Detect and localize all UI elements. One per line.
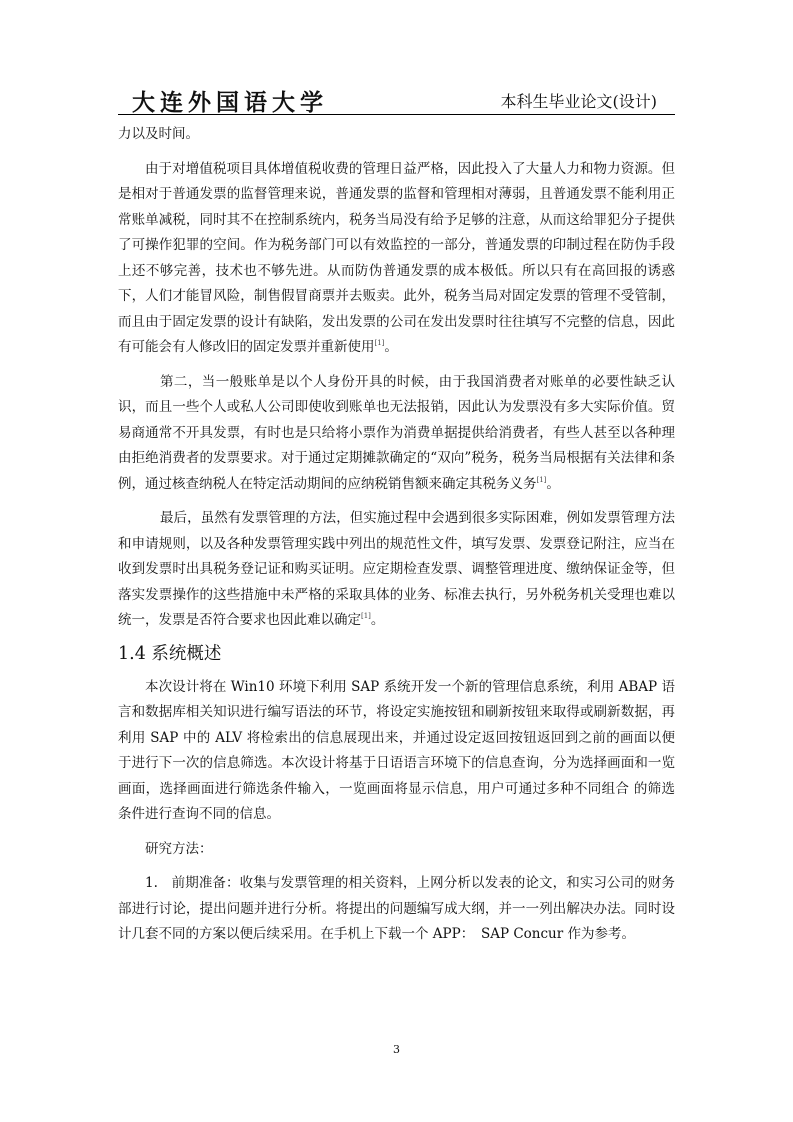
paragraph-text: 最后，虽然有发票管理的方法，但实施过程中会遇到很多实际困难，例如发票管理方法和申请规则，以及各种发票管理实践中列出的规范性文件，填写发票、发票登记附注，应当在收到发票时出具税务登记证和购买证明。应定期检查发票、调整管理进度、缴纳保证金等，但落实发票操作的这些措施中未严格的采取具体的业务、标准去执行，另外税务机关受理也难以统一，发票是否符合要求也因此难以确定 (118, 510, 675, 628)
document-type: 本科生毕业论文(设计) (500, 92, 657, 111)
paragraph-text: 由于对增值税项目具体增值税收费的管理日益严格，因此投入了大量人力和物力资源。但是相对于普通发票的监督管理来说，普通发票的监督和管理相对薄弱，且普通发票不能利用正常账单减税，同时其不在控制系统内，税务当局没有给予足够的注意，从而这给罪犯分子提供了可操作犯罪的空间。作为税务部门可以有效监控的一部分，普通发票的印制过程在防伪手段上还不够完善，技术也不够先进。从而防伪普通发票的成本极低。所以只有在高回报的诱惑下，人们才能冒风险，制售假冒商票并去贩卖。此外，税务当局对固定发票的管理不受管制，而且由于固定发票的设计有缺陷，发出发票的公司在发出发票时往往填写不完整的信息，因此有可能会有人修改旧的固定发票并重新使用 (118, 160, 675, 355)
paragraph-finally: 最后，虽然有发票管理的方法，但实施过程中会遇到很多实际困难，例如发票管理方法和申请规则，以及各种发票管理实践中列出的规范性文件，填写发票、发票登记附注，应当在收到发票时出具税务登记证和购买证明。应定期检查发票、调整管理进度、缴纳保证金等，但落实发票操作的这些措施中未严格的采取具体的业务、标准去执行，另外税务机关受理也难以统一，发票是否符合要求也因此难以确定[1]。 (118, 510, 675, 628)
page-number: 3 (393, 1043, 400, 1056)
page-body (118, 122, 675, 948)
university-logo-text: 大连外国语大学 (132, 89, 328, 116)
citation: [1] (361, 612, 371, 620)
paragraph-research-methods-label: 研究方法： (145, 840, 213, 857)
header-divider (118, 114, 675, 115)
paragraph-invoice-supervision: 由于对增值税项目具体增值税收费的管理日益严格，因此投入了大量人力和物力资源。但是相对于普通发票的监督管理来说，普通发票的监督和管理相对薄弱，且普通发票不能利用正常账单减税，同时其不在控制系统内，税务当局没有给予足够的注意，从而这给罪犯分子提供了可操作犯罪的空间。作为税务部门可以有效监控的一部分，普通发票的印制过程在防伪手段上还不够完善，技术也不够先进。从而防伪普通发票的成本极低。所以只有在高回报的诱惑下，人们才能冒风险，制售假冒商票并去贩卖。此外，税务当局对固定发票的管理不受管制，而且由于固定发票的设计有缺陷，发出发票的公司在发出发票时往往填写不完整的信息，因此有可能会有人修改旧的固定发票并重新使用[1]。 (118, 160, 675, 355)
paragraph-system-overview: 本次设计将在 Win10 环境下利用 SAP 系统开发一个新的管理信息系统，利用 ABAP 语言和数据库相关知识进行编写语法的环节，将设定实施按钮和刷新按钮来取得或刷新数据，再利用 SAP 中的 ALV 将检索出的信息展现出来，并通过设定返回按钮返回到之前的画面以便于进行下一次的信息筛选。本次设计将基于日语语言环境下的信息查询，分为选择画面和一览画面，选择画面进行筛选条件输入，一览画面将显示信息，用户可通过多种不同组合 的筛选条件进行查询不同的信息。 (118, 678, 675, 822)
section-heading: 1.4 系统概述 (118, 643, 222, 664)
citation: [1] (374, 339, 385, 347)
paragraph-second-point: 第二，当一般账单是以个人身份开具的时候，由于我国消费者对账单的必要性缺乏认识，而且一些个人或私人公司即使收到账单也无法报销，因此认为发票没有多大实际价值。贸易商通常不开具发票，有时也是只给将小票作为消费单据提供给消费者，有些人甚至以各种理由拒绝消费者的发票要求。对于通过定期摊款确定的“双向”税务，税务当局根据有关法律和条例，通过核查纳税人在特定活动期间的应纳税销售额来确定其税务义务[1]。 (118, 373, 675, 492)
list-item-preparation: 1. 前期准备：收集与发票管理的相关资料，上网分析以发表的论文，和实习公司的财务部进行讨论，提出问题并进行分析。将提出的问题编写成大纲，并一一列出解决办法。同时设计几套不同的方案以便后续采用。在手机上下载一个 APP： SAP Concur 作为参考。 (118, 875, 675, 942)
citation: [1] (536, 475, 547, 484)
paragraph-text: 第二，当一般账单是以个人身份开具的时候，由于我国消费者对账单的必要性缺乏认识，而且一些个人或私人公司即使收到账单也无法报销，因此认为发票没有多大实际价值。贸易商通常不开具发票，有时也是只给将小票作为消费单据提供给消费者，有些人甚至以各种理由拒绝消费者的发票要求。对于通过定期摊款确定的“双向”税务，税务当局根据有关法律和条例，通过核查纳税人在特定活动期间的应纳税销售额来确定其税务义务 (118, 373, 675, 492)
paragraph-continuation: 力以及时间。 (118, 126, 199, 142)
